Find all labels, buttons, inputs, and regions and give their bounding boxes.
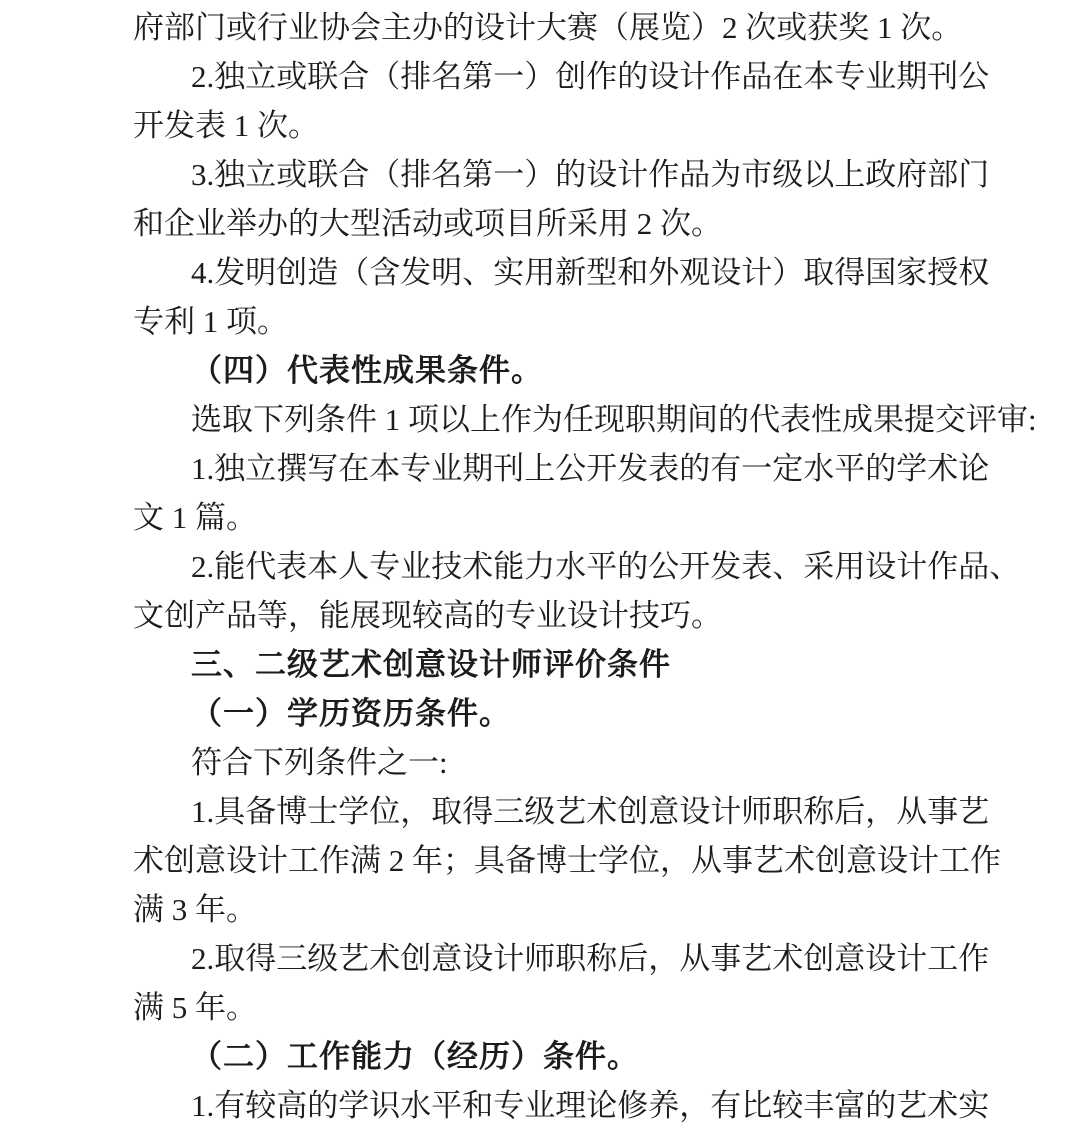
text-line: 术创意设计工作满 2 年；具备博士学位，从事艺术创意设计工作	[133, 843, 1001, 878]
text-line: 2.独立或联合（排名第一）创作的设计作品在本专业期刊公	[191, 59, 990, 94]
text-line: 1.有较高的学识水平和专业理论修养，有比较丰富的艺术实	[191, 1088, 990, 1123]
text-line: 和企业举办的大型活动或项目所采用 2 次。	[133, 206, 722, 241]
text-line: 府部门或行业协会主办的设计大赛（展览）2 次或获奖 1 次。	[133, 10, 963, 45]
text-line: 专利 1 项。	[133, 304, 288, 339]
section-heading: （二）工作能力（经历）条件。	[191, 1039, 639, 1074]
text-line: 1.独立撰写在本专业期刊上公开发表的有一定水平的学术论	[191, 451, 990, 486]
text-line: 满 5 年。	[133, 990, 257, 1025]
text-line: 符合下列条件之一:	[191, 745, 448, 780]
text-line: 2.取得三级艺术创意设计师职称后，从事艺术创意设计工作	[191, 941, 990, 976]
text-line: 3.独立或联合（排名第一）的设计作品为市级以上政府部门	[191, 157, 990, 192]
document-page	[133, 3, 1037, 1130]
text-line: 满 3 年。	[133, 892, 257, 927]
text-line: 2.能代表本人专业技术能力水平的公开发表、采用设计作品、	[191, 549, 1021, 584]
text-line: 1.具备博士学位，取得三级艺术创意设计师职称后，从事艺	[191, 794, 990, 829]
text-line: 选取下列条件 1 项以上作为任现职期间的代表性成果提交评审:	[191, 402, 1037, 437]
chapter-heading: 三、二级艺术创意设计师评价条件	[191, 647, 671, 682]
section-heading: （一）学历资历条件。	[191, 696, 511, 731]
text-line: 文 1 篇。	[133, 500, 257, 535]
section-heading: （四）代表性成果条件。	[191, 353, 543, 388]
text-line: 开发表 1 次。	[133, 108, 319, 143]
text-line: 4.发明创造（含发明、实用新型和外观设计）取得国家授权	[191, 255, 990, 290]
text-line: 文创产品等，能展现较高的专业设计技巧。	[133, 598, 722, 633]
